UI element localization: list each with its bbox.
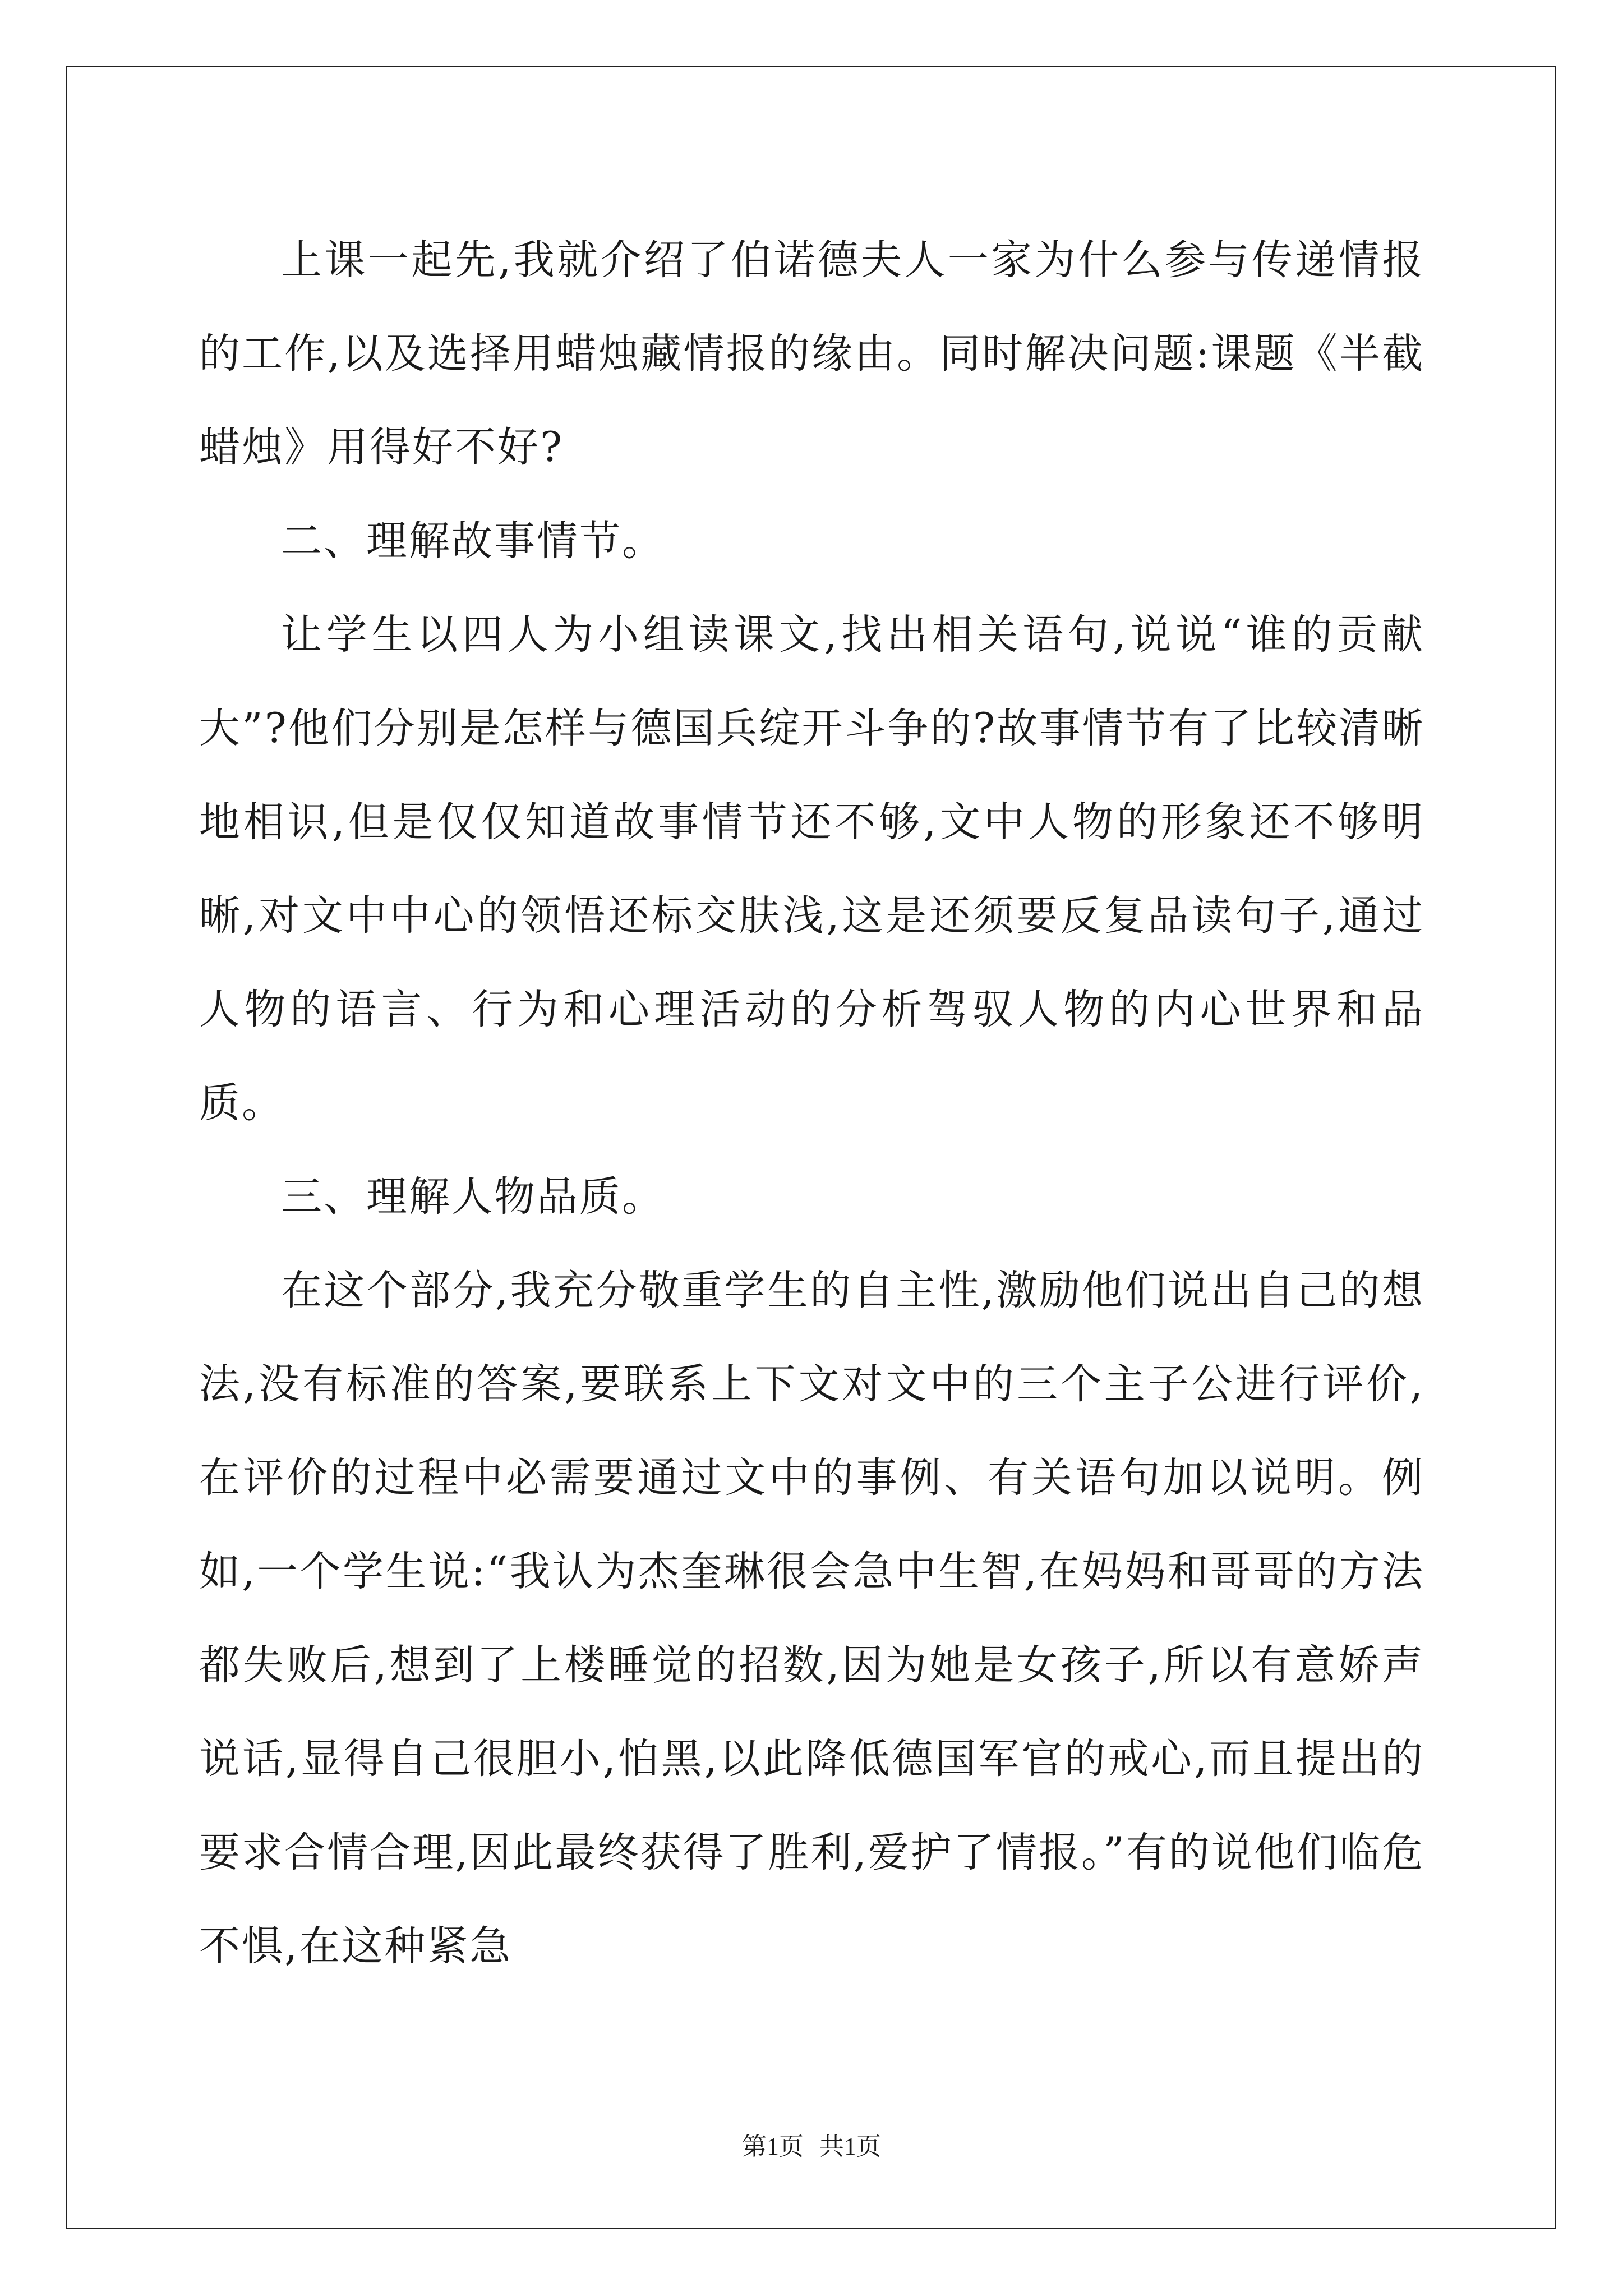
- heading-section-3: 三、理解人物品质。: [281, 1173, 665, 1221]
- paragraph-plot: 让学生以四人为小组读课文,找出相关语句,说说“谁的贡献大”?他们分别是怎样与德国兵绽开斗争的?故事情节有了比较清晰地相识,但是仅仅知道故事情节还不够,文中人物的形象还不够明晰,对文中中心的领悟还标交肤浅,这是还须要反复品读句子,通过人物的语言、行为和心理活动的分析驾驭人物的内心世界和品质。: [199, 611, 1424, 1127]
- document-body: [199, 213, 1424, 1993]
- paragraph-character: 在这个部分,我充分敬重学生的自主性,激励他们说出自己的想法,没有标准的答案,要联系上下文对文中的三个主子公进行评价,在评价的过程中必需要通过文中的事例、有关语句加以说明。例如,一个学生说:“我认为杰奎琳很会急中生智,在妈妈和哥哥的方法都失败后,想到了上楼睡觉的招数,因为她是女孩子,所以有意娇声说话,显得自己很胆小,怕黑,以此降低德国军官的戒心,而且提出的要求合情合理,因此最终获得了胜利,爱护了情报。”有的说他们临危不惧,在这种紧急: [199, 1267, 1424, 1970]
- page-number: 第1页: [742, 2133, 804, 2160]
- page-total: 共1页: [819, 2133, 881, 2160]
- paragraph-intro: 上课一起先,我就介绍了伯诺德夫人一家为什么参与传递情报的工作,以及选择用蜡烛藏情报的缘由。同时解决问题:课题《半截蜡烛》用得好不好?: [199, 236, 1424, 471]
- page-footer: [0, 2126, 1623, 2162]
- heading-section-2: 二、理解故事情节。: [281, 517, 665, 565]
